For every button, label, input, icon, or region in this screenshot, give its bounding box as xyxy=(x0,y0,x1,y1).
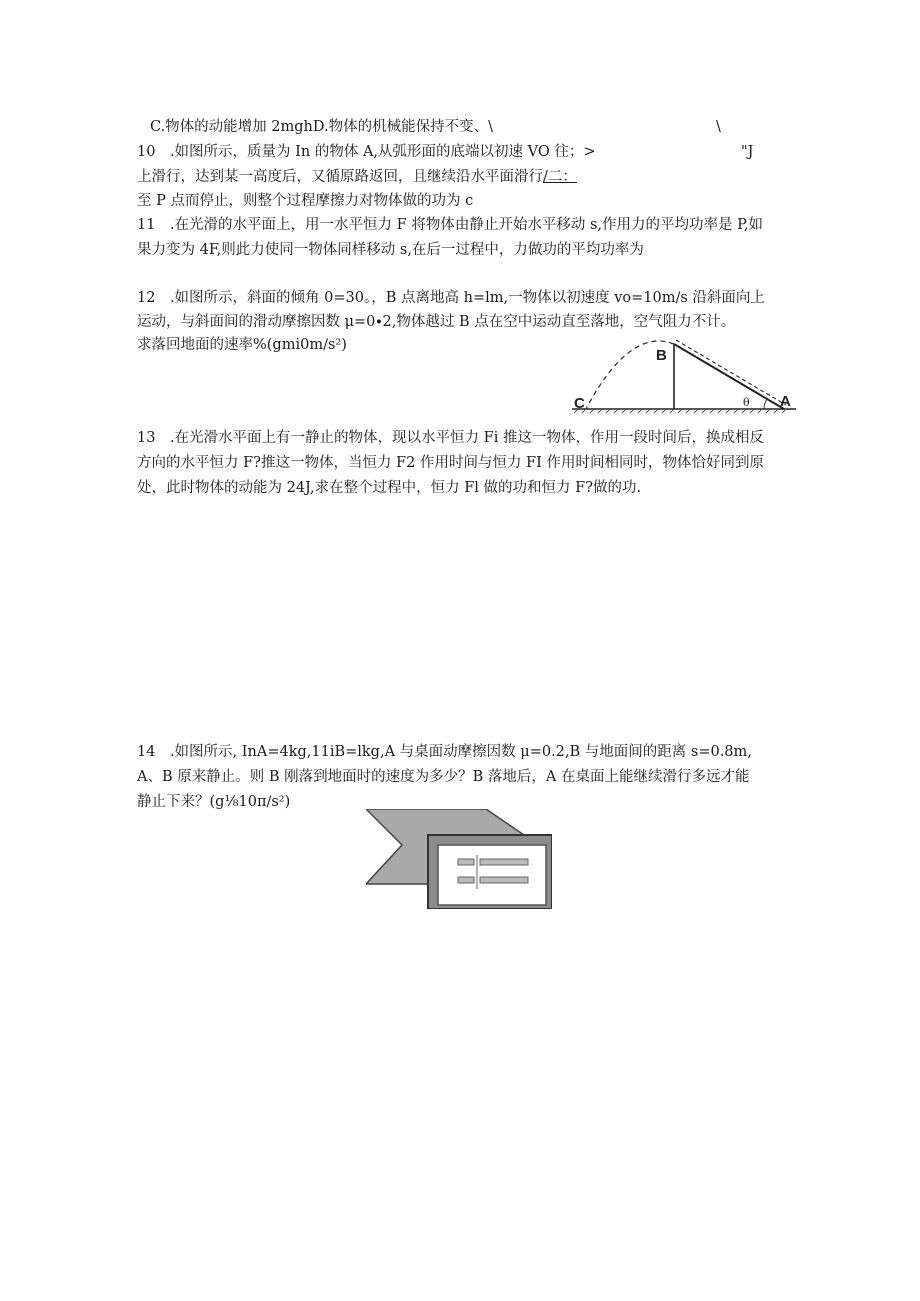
q10-line-1: 10 .如图所示，质量为 In 的物体 A,从弧形面的底端以初速 VO 往；> xyxy=(137,144,596,160)
q10-line-3: 至 P 点而停止，则整个过程摩擦力对物体做的功为 c xyxy=(137,193,474,209)
q11-line-1: 11 .在光滑的水平面上，用一水平恒力 F 将物体由静止开始水平移动 s,作用力的平均功率是 P,如 xyxy=(137,217,764,233)
q10-line-2 xyxy=(137,167,577,187)
incline-path-dashed xyxy=(676,340,786,405)
q12-line-1: 12 .如图所示，斜面的倾角 0=30。，B 点离地高 h=lm,一物体以初速度 vo=10m∕s 沿斜面向上 xyxy=(137,290,765,306)
inner-bar xyxy=(458,859,474,865)
incline-line xyxy=(674,344,784,409)
stray-mark: \ xyxy=(716,119,721,135)
label-a: A xyxy=(780,393,791,410)
label-c: C xyxy=(574,395,585,412)
q12-line-3: 求落回地面的速率%(gmi0m∕s²) xyxy=(137,337,347,353)
stray-mark: /二： xyxy=(543,169,577,185)
q14-line-3: 静止下来？(g⅛10π∕s²) xyxy=(137,794,291,810)
q13-line-2: 方向的水平恒力 F?推这一物体，当恒力 F2 作用时间与恒力 FI 作用时间相同时，物体恰好同到原 xyxy=(137,455,764,471)
stray-mark: "J xyxy=(741,144,754,160)
box-frame-inner xyxy=(438,845,546,905)
angle-arc xyxy=(764,399,767,409)
table-blocks-figure xyxy=(366,809,552,909)
q12-line-2: 运动，与斜面间的滑动摩擦因数 μ=0∙2,物体越过 B 点在空中运动直至落地，空气阻力不计。 xyxy=(137,314,736,330)
incline-figure xyxy=(564,336,804,416)
label-theta: θ xyxy=(743,396,750,409)
q10-line-2-text: 上滑行，达到某一高度后，又循原路返回，且继续沿水平面滑行 xyxy=(137,169,543,185)
q11-line-2: 果力变为 4F,则此力使同一物体同样移动 s,在后一过程中，力做功的平均功率为 xyxy=(137,242,644,258)
inner-bar xyxy=(480,859,528,865)
option-c-d-line: C.物体的动能增加 2mghD.物体的机械能保持不变、\ xyxy=(150,119,493,135)
inner-bar xyxy=(458,877,474,883)
q14-line-2: A、B 原来静止。则 B 刚落到地面时的速度为多少？B 落地后，A 在桌面上能继续滑行多远才能 xyxy=(137,769,750,785)
inner-bar xyxy=(480,877,528,883)
q13-line-1: 13 .在光滑水平面上有一静止的物体，现以水平恒力 Fi 推这一物体，作用一段时间后，换成相反 xyxy=(137,430,764,446)
q14-line-1: 14 .如图所示, InA=4kg,11iB=lkg,A 与桌面动摩擦因数 μ=0.2,B 与地面间的距离 s=0.8m, xyxy=(137,744,752,760)
q13-line-3: 处，此时物体的动能为 24J,求在整个过程中，恒力 Fl 做的功和恒力 F?做的功. xyxy=(137,480,642,496)
label-b: B xyxy=(656,347,667,364)
